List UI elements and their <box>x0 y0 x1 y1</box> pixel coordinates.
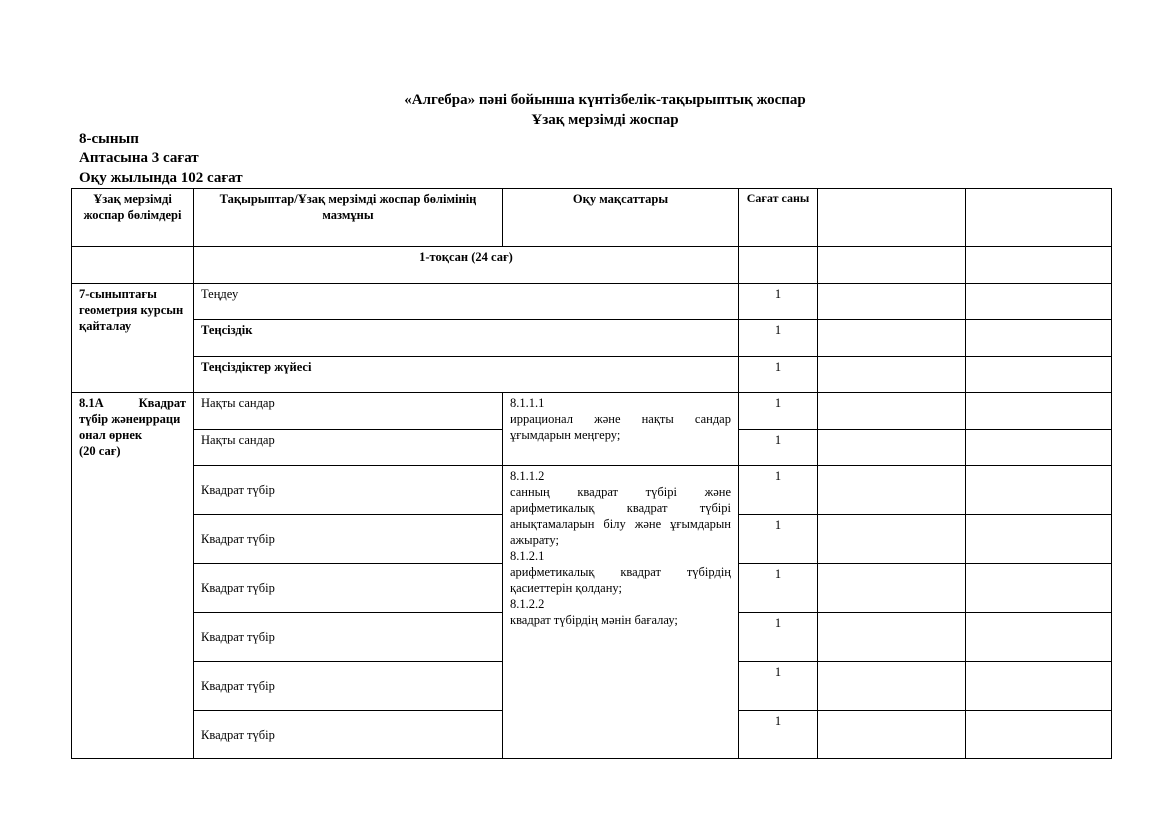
table-row <box>72 357 1112 393</box>
table-row <box>72 393 1112 430</box>
topic-cell: Теңсіздік <box>194 320 739 357</box>
section-name-rest: түбір жәнеиррационал өрнек <box>79 412 181 442</box>
topic-cell: Квадрат түбір <box>194 711 503 759</box>
header-sections: Ұзақ мерзімді жоспар бөлімдері <box>72 189 194 247</box>
topic-cell: Нақты сандар <box>194 430 503 466</box>
header-extra-1 <box>818 189 966 247</box>
review-section-cell: 7-сыныптағы геометрия курсын қайталау <box>72 284 194 393</box>
hours-cell: 1 <box>739 284 818 320</box>
header-objectives: Оқу мақсаттары <box>503 189 739 247</box>
document-title: «Алгебра» пәні бойынша күнтізбелік-тақырыптық жоспар <box>404 92 806 108</box>
topic-cell: Теңсіздіктер жүйесі <box>194 357 739 393</box>
topic-cell: Теңдеу <box>194 284 739 320</box>
yearly-hours-label: Оқу жылында 102 сағат <box>79 170 243 186</box>
section-hours-total: (20 сағ) <box>79 444 121 458</box>
quarter-row <box>72 247 1112 284</box>
objective-text: квадрат түбірдің мәнін бағалау; <box>510 613 678 627</box>
topic-cell: Квадрат түбір <box>194 466 503 515</box>
hours-cell: 1 <box>739 711 818 759</box>
quarter-label: 1-тоқсан (24 сағ) <box>194 247 739 284</box>
objective-text: арифметикалық квадрат түбірдің қасиеттерін қолдану; <box>510 565 731 595</box>
objective-code: 8.1.1.2 <box>510 469 545 483</box>
section-8-1-cell <box>72 393 194 759</box>
objective-code: 8.1.2.1 <box>510 549 545 563</box>
hours-cell: 1 <box>739 564 818 613</box>
hours-cell: 1 <box>739 515 818 564</box>
hours-cell: 1 <box>739 393 818 430</box>
topic-cell: Нақты сандар <box>194 393 503 430</box>
objective-b-cell <box>503 466 739 759</box>
hours-cell: 1 <box>739 320 818 357</box>
topic-cell: Квадрат түбір <box>194 662 503 711</box>
hours-cell: 1 <box>739 662 818 711</box>
objective-code: 8.1.1.1 <box>510 396 545 410</box>
header-extra-2 <box>966 189 1112 247</box>
header-hours: Сағат саны <box>739 189 818 247</box>
table-row <box>72 320 1112 357</box>
table-row <box>72 284 1112 320</box>
objective-code: 8.1.2.2 <box>510 597 545 611</box>
document-subtitle: Ұзақ мерзімді жоспар <box>531 112 679 128</box>
section-name-word: Квадрат <box>138 396 186 410</box>
objective-a-cell <box>503 393 739 466</box>
hours-cell: 1 <box>739 430 818 466</box>
header-topics: Тақырыптар/Ұзақ мерзімді жоспар бөлімінің мазмұны <box>194 189 503 247</box>
topic-cell: Квадрат түбір <box>194 613 503 662</box>
hours-cell: 1 <box>739 466 818 515</box>
hours-cell: 1 <box>739 357 818 393</box>
table-row <box>72 466 1112 515</box>
objective-text: иррационал және нақты сандар ұғымдарын меңгеру; <box>510 412 731 442</box>
section-code: 8.1А <box>79 396 104 410</box>
plan-table <box>71 188 1112 759</box>
objective-text: санның квадрат түбірі және арифметикалық квадрат түбірі анықтамаларын білу және ұғымдарын ажырату; <box>510 485 731 547</box>
header-row <box>72 189 1112 247</box>
hours-cell: 1 <box>739 613 818 662</box>
topic-cell: Квадрат түбір <box>194 564 503 613</box>
weekly-hours-label: Аптасына 3 сағат <box>79 150 199 166</box>
topic-cell: Квадрат түбір <box>194 515 503 564</box>
grade-label: 8-сынып <box>79 131 139 147</box>
